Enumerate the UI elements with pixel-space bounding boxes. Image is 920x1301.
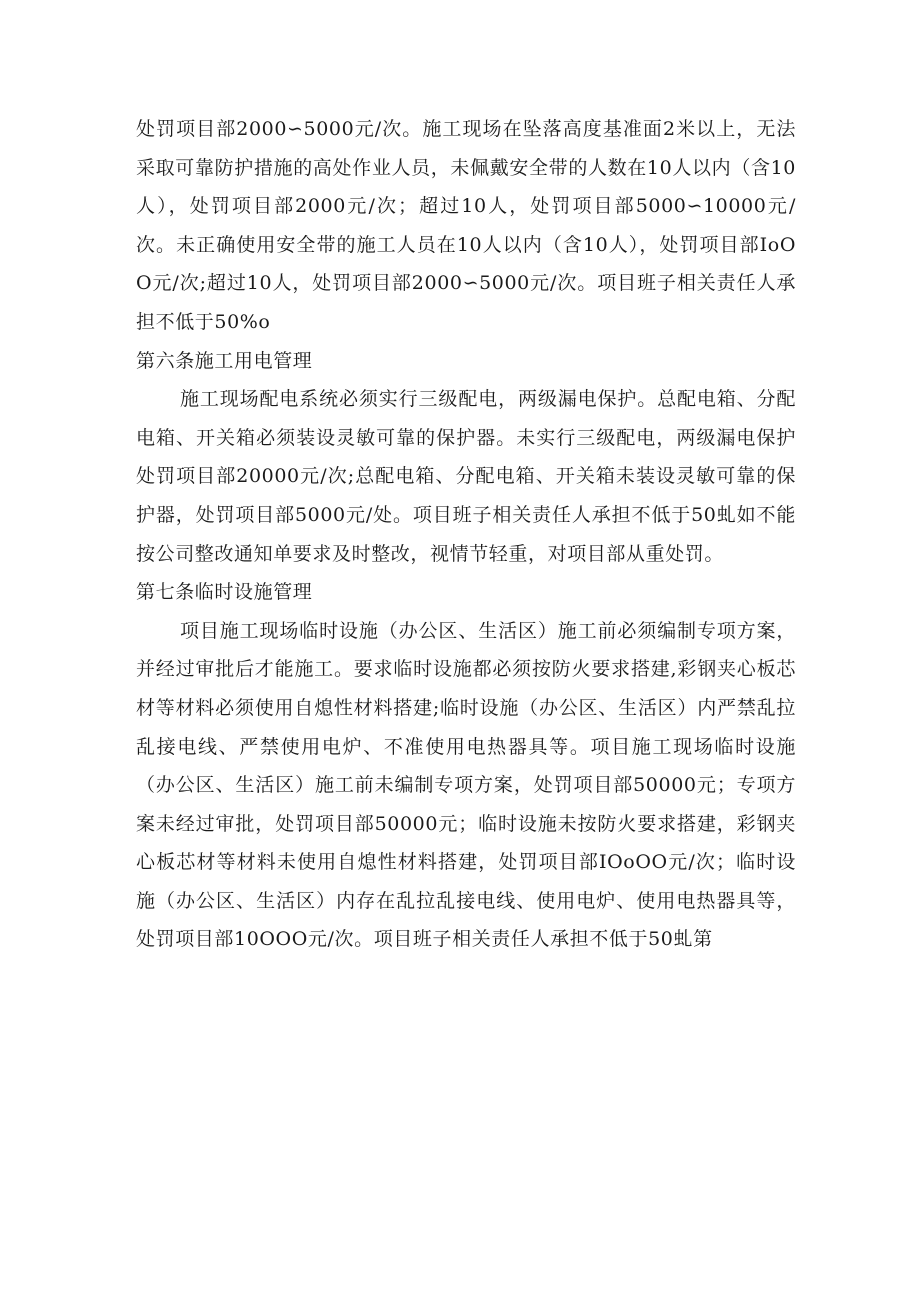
- paragraph-penalty-safety-belt: 处罚项目部2000∽5000元/次。施工现场在坠落高度基准面2米以上，无法采取可靠防护措施的高处作业人员，未佩戴安全带的人数在10人以内（含10人），处罚项目部2000元/次；超过10人，处罚项目部5000∽10000元/次。未正确使用安全带的施工人员在10人以内（含10人），处罚项目部IoOO元/次;超过10人，处罚项目部2000∽5000元/次。项目班子相关责任人承担不低于50%o: [136, 118, 796, 333]
- paragraph-temporary-facilities: 项目施工现场临时设施（办公区、生活区）施工前必须编制专项方案，并经过审批后才能施工。要求临时设施都必须按防火要求搭建,彩钢夹心板芯材等材料必须使用自熄性材料搭建;临时设施（办公区、生活区）内严禁乱拉乱接电线、严禁使用电炉、不准使用电热器具等。项目施工现场临时设施（办公区、生活区）施工前未编制专项方案，处罚项目部50000元；专项方案未经过审批，处罚项目部50000元；临时设施未按防火要求搭建，彩钢夹心板芯材等材料未使用自熄性材料搭建，处罚项目部IOoOO元/次；临时设施（办公区、生活区）内存在乱拉乱接电线、使用电炉、使用电热器具等，处罚项目部10OOO元/次。项目班子相关责任人承担不低于50虬第: [136, 619, 796, 951]
- section-heading-article-6: 第六条施工用电管理: [136, 349, 313, 372]
- paragraph-electricity-management: 施工现场配电系统必须实行三级配电，两级漏电保护。总配电箱、分配电箱、开关箱必须装设灵敏可靠的保护器。未实行三级配电，两级漏电保护处罚项目部20000元/次;总配电箱、分配电箱、开关箱未装设灵敏可靠的保护器，处罚项目部5000元/处。项目班子相关责任人承担不低于50虬如不能按公司整改通知单要求及时整改，视情节轻重，对项目部从重处罚。: [136, 388, 796, 565]
- document-body: [136, 110, 796, 959]
- section-heading-article-7: 第七条临时设施管理: [136, 581, 313, 604]
